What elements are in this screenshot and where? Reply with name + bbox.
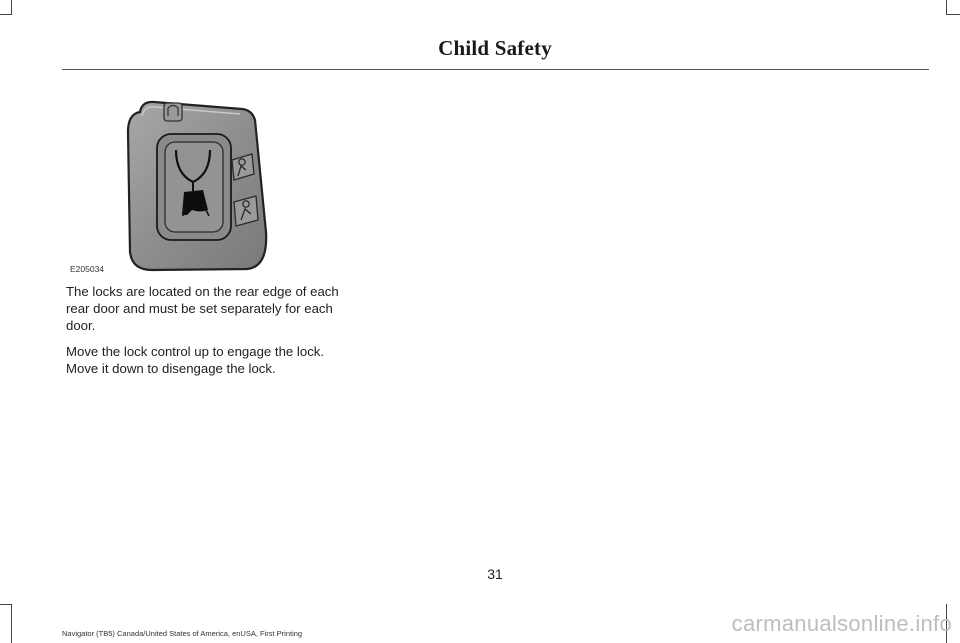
header-divider xyxy=(62,69,929,70)
figure-code: E205034 xyxy=(70,264,105,274)
paragraph: Move the lock control up to engage the lock. Move it down to disengage the lock. xyxy=(66,344,325,376)
page-number: 31 xyxy=(487,566,503,582)
body-text xyxy=(66,283,356,386)
child-lock-illustration xyxy=(62,92,352,277)
crop-mark-top-left-v xyxy=(11,0,12,14)
crop-mark-top-right-h xyxy=(946,14,960,15)
crop-mark-top-left-h xyxy=(0,14,12,15)
watermark: carmanualsonline.info xyxy=(731,611,952,636)
crop-mark-bottom-left-v xyxy=(11,604,12,643)
page-title: Child Safety xyxy=(438,36,552,60)
door-lock-symbol-icon xyxy=(164,103,182,121)
child-unlocked-symbol-icon xyxy=(234,196,258,226)
publication-info: Navigator (TB5) Canada/United States of America, enUSA, First Printing xyxy=(62,629,303,638)
paragraph: The locks are located on the rear edge of each rear door and must be set separately for each door. xyxy=(66,284,339,333)
crop-mark-bottom-left-h xyxy=(0,604,12,605)
crop-mark-top-right-v xyxy=(946,0,947,14)
